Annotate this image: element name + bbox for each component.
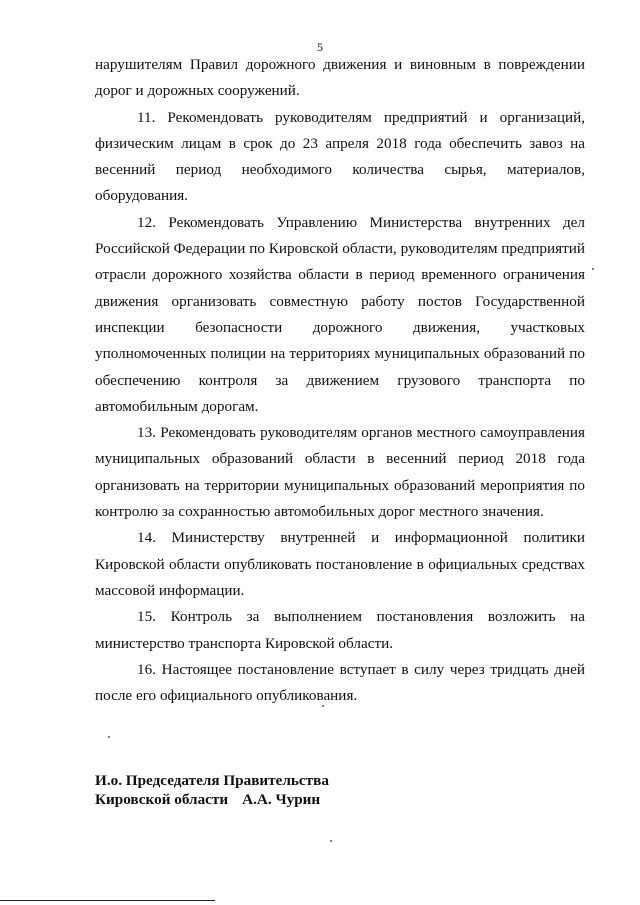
paragraph-item-13: 13. Рекомендовать руководителям органов местного самоуправления муниципальных образований области в весенний период 2018 года организовать на территории муниципальных образований мероприятия по контролю за сохранностью автомобильных дорог местного значения. — [95, 424, 585, 521]
paragraph-item-12: 12. Рекомендовать Управлению Министерства внутренних дел Российской Федерации по Кировской области, руководителям предприятий отрасли дорожного хозяйства области в период временного ограничения движения организовать совместную работу постов Государственной инспекции безопасности дорожного движения, участковых уполномоченных полиции на территориях муниципальных образований по обеспечению контроля за движением грузового транспорта по автомобильным дорогам. — [95, 213, 585, 415]
scan-speck — [322, 705, 324, 707]
paragraph-item-11: 11. Рекомендовать руководителям предприятий и организаций, физическим лицам в срок до 23 апреля 2018 года обеспечить завоз на весенний период необходимого количества сырья, материалов, оборудования. — [95, 108, 585, 205]
page-number: 5 — [317, 40, 323, 54]
signature-line — [95, 790, 329, 809]
paragraph-item-15: 15. Контроль за выполнением постановления возложить на министерство транспорта Кировской области. — [95, 608, 585, 652]
signature-name: А.А. Чурин — [242, 791, 321, 808]
document-body — [95, 52, 585, 709]
paragraph-item-16: 16. Настоящее постановление вступает в силу через тридцать дней после его официального опубликования. — [95, 660, 585, 705]
signature-block — [95, 771, 329, 809]
paragraph-item-14: 14. Министерству внутренней и информационной политики Кировской области опубликовать постановление в официальных средствах массовой информации. — [95, 529, 585, 599]
scan-speck — [108, 736, 110, 738]
signature-region: Кировской области — [95, 791, 229, 808]
scan-speck — [592, 268, 594, 270]
scan-speck — [330, 840, 332, 842]
paragraph-continuation: нарушителям Правил дорожного движения и виновным в повреждении дорог и дорожных сооружений. — [95, 56, 585, 100]
footer-rule — [0, 900, 215, 901]
signature-title: И.о. Председателя Правительства — [95, 772, 329, 789]
